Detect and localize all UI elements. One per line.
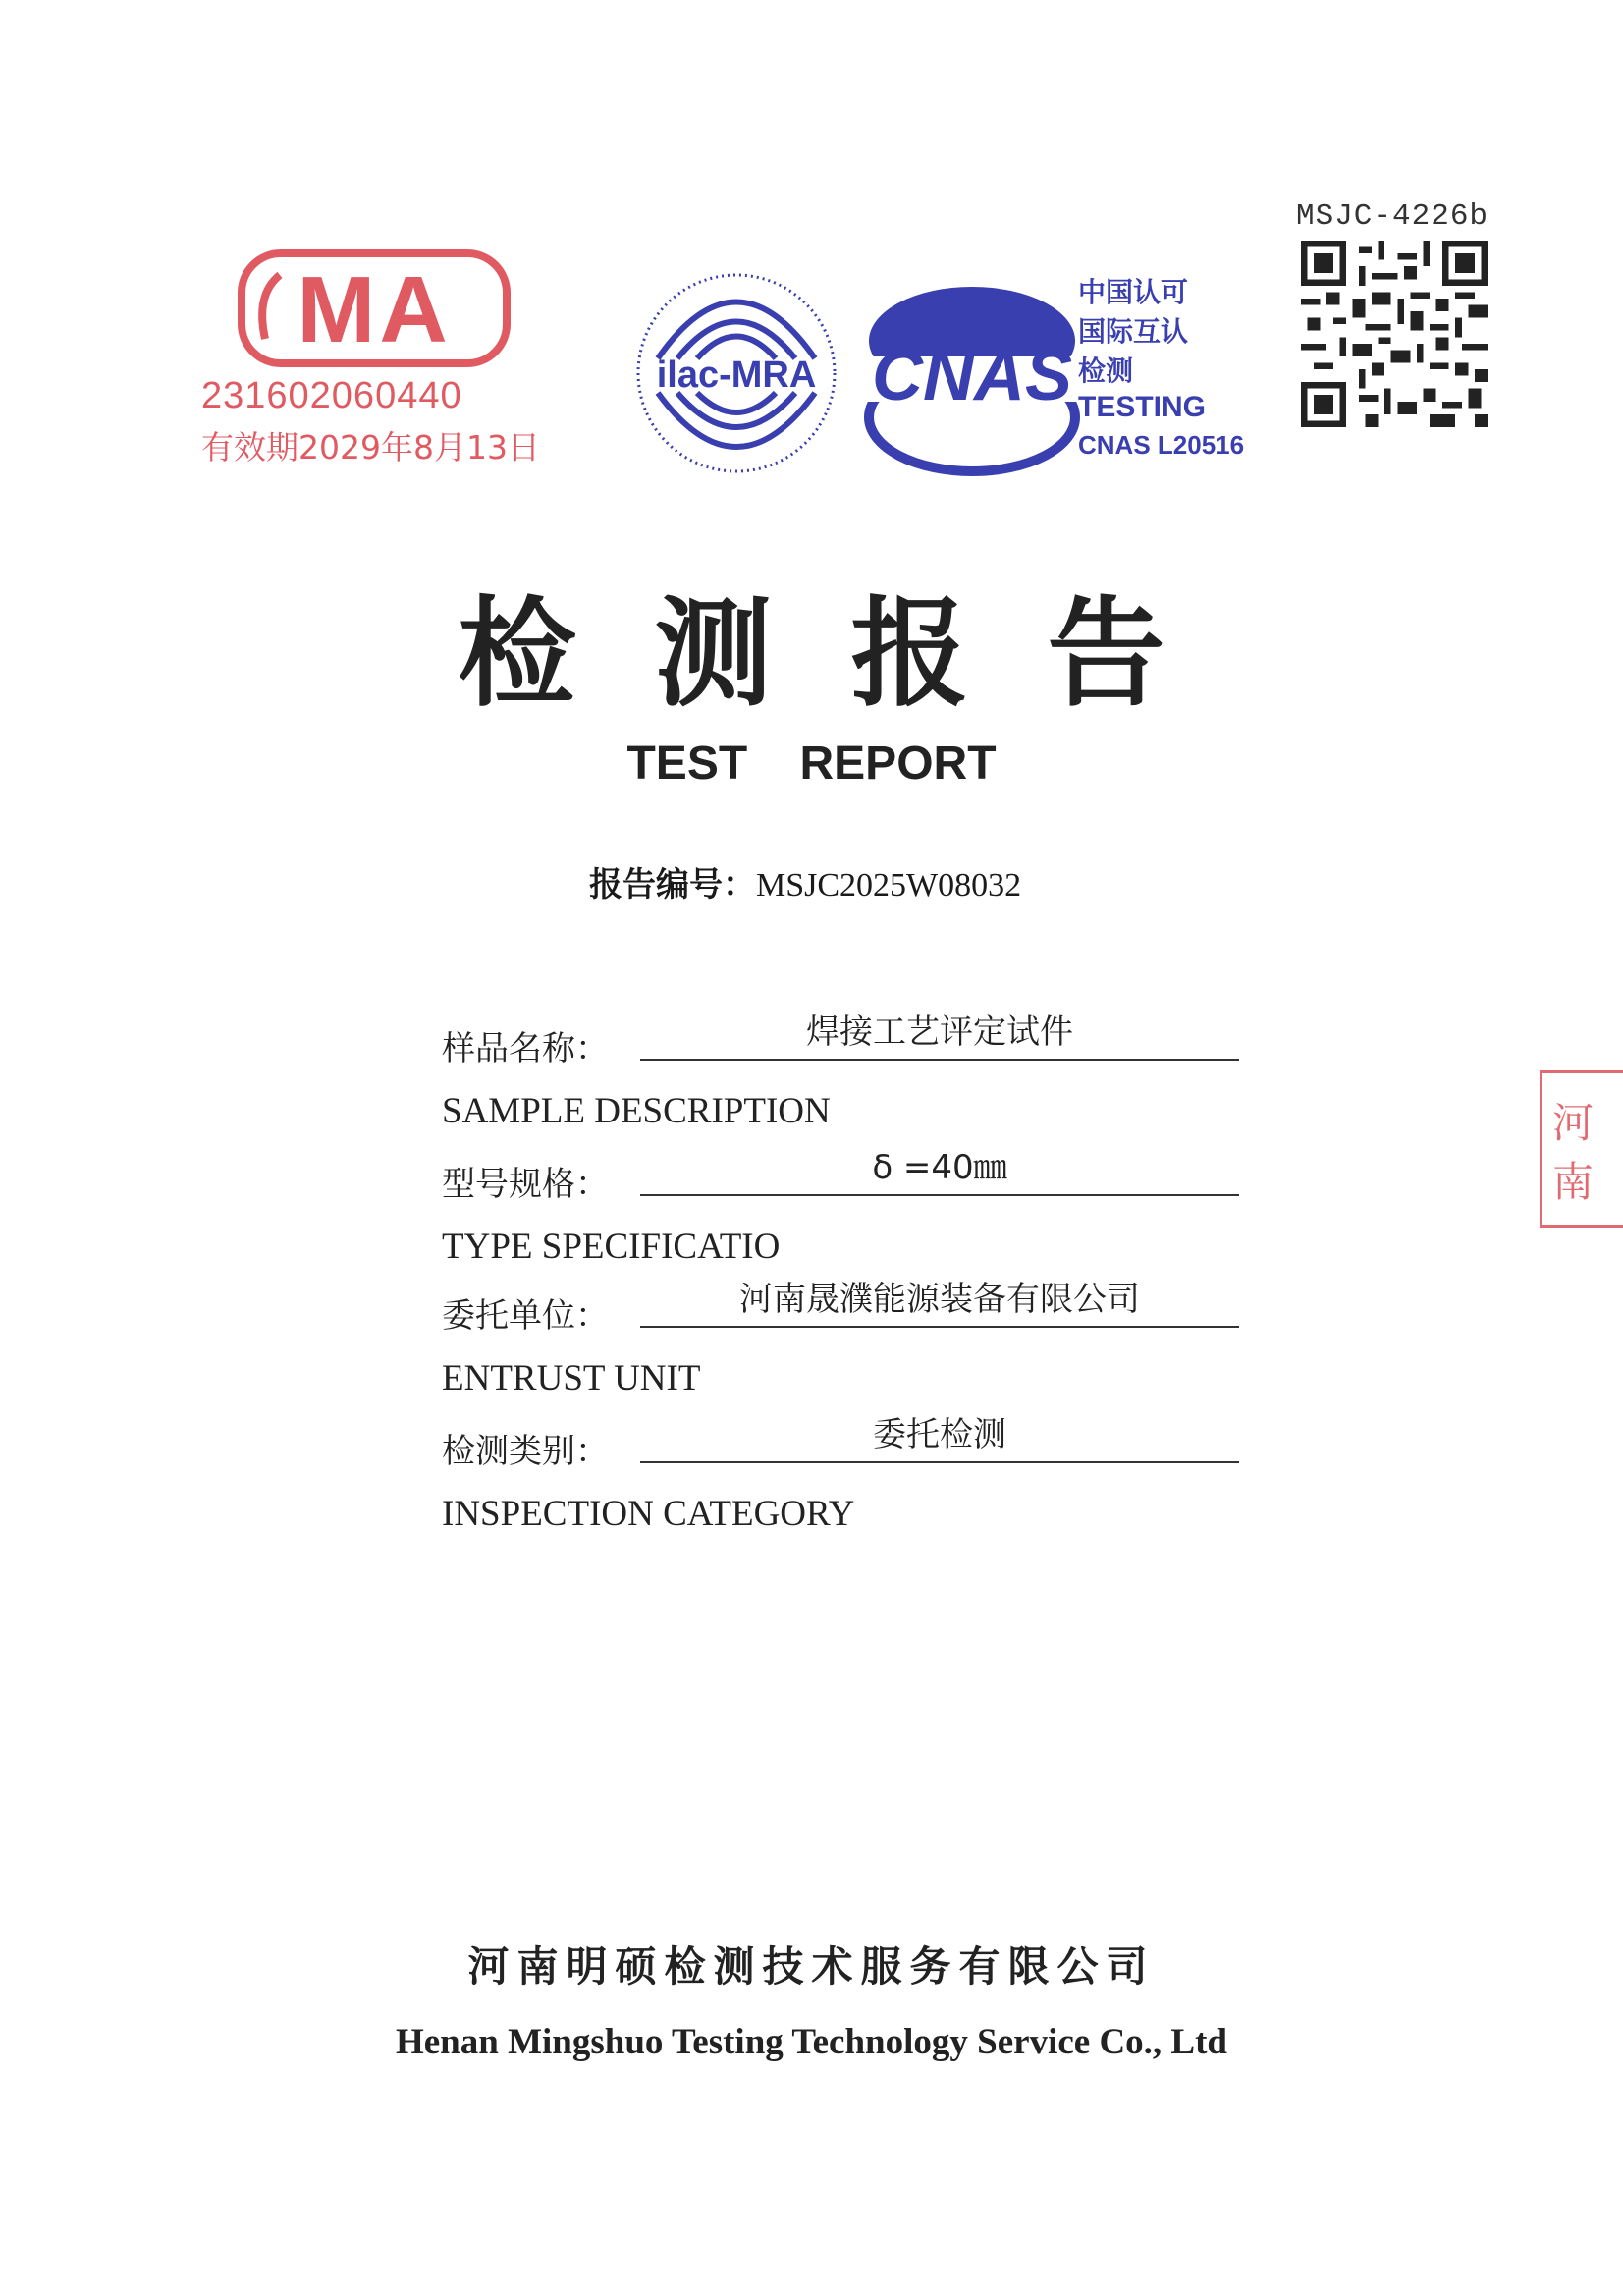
svg-text:CNAS: CNAS [871, 337, 1073, 415]
qr-code-label: MSJC-4226b [1296, 199, 1489, 234]
cnas-line-1: 中国认可 [1078, 276, 1189, 308]
cnas-logo [844, 280, 1090, 476]
type-value: δ =40㎜ [640, 1145, 1239, 1196]
cnas-line-3: 检测 [1078, 355, 1134, 387]
category-label-cn: 检测类别： [442, 1432, 609, 1471]
cnas-line-2: 国际互认 [1078, 315, 1189, 348]
cnas-text-block [1078, 273, 1244, 461]
sample-label-en: SAMPLE DESCRIPTION [442, 1091, 831, 1131]
cnas-line-4: TESTING [1078, 391, 1207, 423]
type-label-en: TYPE SPECIFICATIO [442, 1227, 781, 1267]
svg-text:MA: MA [297, 257, 452, 362]
cma-validity: 有效期2029年8月13日 [201, 428, 540, 466]
company-name-en: Henan Mingshuo Testing Technology Service Co., Ltd [395, 2022, 1228, 2062]
category-label-en: INSPECTION CATEGORY [442, 1494, 855, 1534]
category-value: 委托检测 [640, 1412, 1239, 1463]
entrust-label-en: ENTRUST UNIT [442, 1358, 701, 1398]
side-seal-text: 河南 [1552, 1099, 1595, 1206]
company-name-cn: 河南明硕检测技术服务有限公司 [467, 1942, 1156, 1991]
sample-value: 焊接工艺评定试件 [640, 1010, 1239, 1061]
cnas-line-5: CNAS L20516 [1078, 430, 1245, 460]
title-en: TEST REPORT [626, 738, 997, 790]
entrust-label-cn: 委托单位： [442, 1296, 609, 1336]
sample-label-cn: 样品名称： [442, 1029, 609, 1068]
report-number [589, 857, 1021, 905]
svg-text:ilac-MRA: ilac-MRA [656, 355, 817, 396]
entrust-value: 河南晟濮能源装备有限公司 [640, 1277, 1239, 1328]
qr-code [1301, 241, 1488, 427]
cma-number: 231602060440 [201, 375, 462, 416]
side-seal-fragment [1540, 1070, 1623, 1228]
title-cn: 检测报告 [458, 586, 1244, 723]
report-number-value: MSJC2025W08032 [756, 867, 1022, 903]
ilac-mra-logo [628, 265, 844, 481]
type-label-cn: 型号规格： [442, 1165, 609, 1204]
report-number-label: 报告编号： [589, 865, 756, 904]
